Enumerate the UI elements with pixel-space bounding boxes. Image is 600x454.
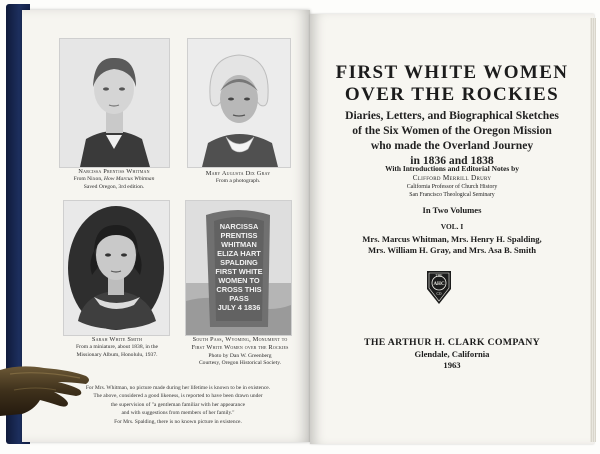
publisher-location (322, 349, 582, 371)
caption-name: South Pass, Wyoming, Monument to (192, 336, 288, 343)
page-edges (590, 18, 596, 442)
note-line: For Mrs. Whitman, no picture made during her lifetime is known to be in existence. (85, 385, 271, 391)
contents-line: Mrs. Marcus Whitman, Mrs. Henry H. Spalding, (362, 234, 542, 244)
editor-affiliation (322, 184, 582, 199)
svg-text:THE: THE (435, 274, 443, 278)
monument-line: JULY 4 1836 (217, 303, 261, 312)
volume-number: VOL. I (440, 222, 464, 231)
caption-credit: Missionary Album, Honolulu, 1937. (76, 351, 158, 358)
monument-line: PASS (229, 294, 249, 303)
note-line: For Mrs. Spalding, there is no known picture in existence. (114, 418, 242, 425)
caption-mary-gray (180, 170, 296, 186)
monument-photo (186, 201, 291, 335)
monument-line: WHITMAN (221, 240, 257, 249)
subtitle-line: who made the Overland Journey (370, 139, 534, 153)
subtitle-line: of the Six Women of the Oregon Mission (352, 124, 552, 138)
book-subtitle (322, 108, 582, 168)
publication-year: 1963 (443, 360, 461, 371)
title-line: OVER THE ROCKIES (344, 84, 560, 106)
editorial-intro: With Introductions and Editorial Notes by (385, 164, 519, 173)
affiliation-line: California Professor of Church History (406, 184, 498, 190)
caption-credit: From a miniature, about 1838, in the (75, 344, 159, 351)
caption-name: First White Women over the Rockies (191, 344, 289, 352)
caption-credit: From Nixon, (73, 176, 103, 183)
monument-line: WOMEN TO (218, 276, 260, 285)
svg-text:CO: CO (436, 292, 442, 296)
caption-sarah-smith (56, 336, 178, 359)
publisher-city: Glendale, California (414, 349, 490, 359)
affiliation-line: San Francisco Theological Seminary (409, 191, 495, 198)
caption-narcissa-whitman (52, 168, 176, 191)
photo-south-pass-monument (185, 200, 292, 336)
publisher-name: THE ARTHUR H. CLARK COMPANY (363, 337, 541, 348)
portrait-narcissa-whitman (59, 38, 170, 168)
monument-line: CROSS THIS (216, 285, 262, 294)
volume-contents (322, 234, 582, 256)
svg-text:AHC: AHC (433, 282, 445, 287)
subtitle-line: Diaries, Letters, and Biographical Sketches (345, 109, 559, 122)
contents-line: Mrs. William H. Gray, and Mrs. Asa B. Smith (368, 245, 536, 256)
portrait-mary-gray (187, 38, 291, 168)
monument-line: NARCISSA (219, 222, 259, 231)
editor-name: Clifford Merrill Drury (412, 174, 492, 182)
portrait-drawing (64, 201, 169, 335)
caption-credit: Courtesy, Oregon Historical Society. (198, 359, 282, 366)
note-line: and with suggestions from members of her family." (121, 410, 235, 417)
portrait-drawing (188, 39, 290, 167)
portrait-drawing (60, 39, 169, 167)
monument-line: FIRST WHITE (215, 267, 263, 276)
portrait-sarah-smith (63, 200, 170, 336)
volume-count: In Two Volumes (422, 205, 482, 215)
caption-credit-italic: How Marcus Whitman (103, 176, 155, 183)
note-line: the supervision of "a gentleman familiar with her appearance (110, 401, 246, 408)
monument-line: SPALDING (220, 258, 258, 267)
subtitle-line: in 1836 and 1838 (410, 154, 494, 168)
caption-name: Narcissa Prentiss Whitman (78, 168, 150, 175)
caption-credit: Saved Oregon, 3rd edition. (83, 183, 145, 190)
publisher-colophon-logo (423, 269, 455, 305)
monument-line: PRENTISS (220, 231, 258, 240)
portrait-note (60, 385, 296, 427)
caption-name: Sarah White Smith (91, 336, 143, 343)
caption-south-pass (170, 336, 310, 367)
book-title (322, 62, 582, 107)
caption-credit: Photo by Dan W. Greenberg (208, 352, 272, 359)
caption-credit: From a photograph. (215, 178, 261, 185)
caption-name: Mary Augusta Dix Gray (205, 170, 271, 177)
bronze-hand-bookend (0, 360, 92, 420)
note-line: The above, considered a good likeness, is reported to have been drawn under (93, 393, 263, 400)
monument-line: ELIZA HART (217, 249, 261, 258)
title-line: FIRST WHITE WOMEN (335, 62, 569, 83)
